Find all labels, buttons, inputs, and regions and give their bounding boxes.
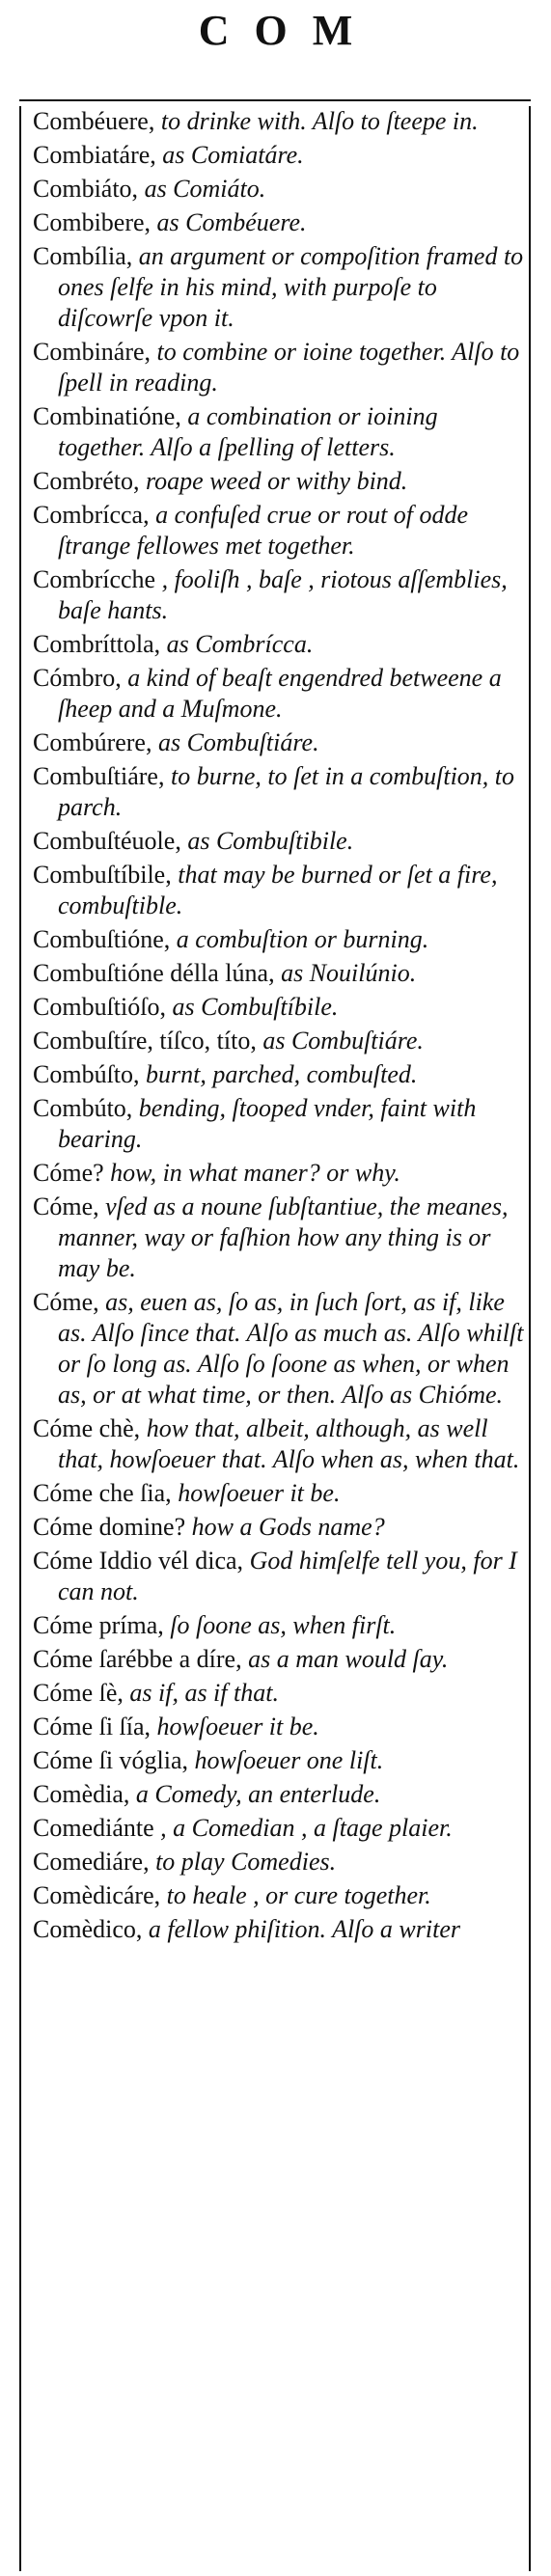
dictionary-entry (33, 1712, 525, 1742)
entry-headword: Comèdico, (33, 1915, 143, 1943)
entry-headword: Comèdia, (33, 1780, 130, 1808)
dictionary-entry (33, 826, 525, 857)
entry-headword: Combrícca, (33, 501, 150, 529)
entry-definition: a combination or ioining together. Alſo a ſpelling of letters. (58, 402, 438, 461)
entry-definition: to play Comedies. (149, 1848, 337, 1876)
entry-headword: Combuſtióne délla lúna, (33, 959, 275, 987)
dictionary-entry (33, 1914, 525, 1945)
entry-definition: an argument or compoſition framed to ones ſelfe in his mind, with purpoſe to diſcowrſe vpon it. (58, 242, 524, 332)
dictionary-entry (33, 1546, 525, 1607)
entry-headword: Comediánte (33, 1814, 154, 1842)
entry-definition: burnt, parched, combuſted. (139, 1060, 418, 1088)
entry-headword: Cóme, (33, 1192, 99, 1220)
entry-definition: vſed as a noune ſubſtantiue, the meanes, manner, way or faſhion how any thing is or may be. (58, 1192, 509, 1282)
dictionary-column (19, 106, 531, 2571)
dictionary-entry (33, 727, 525, 758)
entry-definition: as Comiáto. (138, 175, 266, 203)
entry-headword: Cómbro, (33, 664, 122, 692)
entry-headword: Combinatióne, (33, 402, 181, 430)
page-title: COM (198, 7, 378, 54)
entry-headword: Comediáre, (33, 1848, 150, 1876)
dictionary-entry (33, 629, 525, 660)
dictionary-entry (33, 241, 525, 334)
entry-definition: bending, ſtooped vnder, faint with bearing. (58, 1094, 477, 1153)
entry-headword: Cóme ſarébbe a díre, (33, 1645, 242, 1673)
entry-headword: Combibere, (33, 208, 152, 236)
dictionary-entry (33, 1059, 525, 1090)
dictionary-entry (33, 1158, 525, 1189)
entry-list (33, 106, 525, 1948)
entry-definition: a fellow phiſition. Alſo a writer (142, 1915, 460, 1943)
entry-headword: Combuſtéuole, (33, 827, 181, 855)
dictionary-entry (33, 106, 525, 137)
entry-definition: as Comiatáre. (155, 141, 304, 169)
entry-definition: a combuſtion or burning. (170, 925, 429, 953)
entry-definition: as if, as if that. (123, 1679, 279, 1707)
entry-headword: Combuſtiáre, (33, 762, 165, 790)
dictionary-entry (33, 1745, 525, 1776)
entry-headword: Combília, (33, 242, 133, 270)
entry-headword: Cóme domine? (33, 1513, 186, 1541)
dictionary-entry (33, 1880, 525, 1911)
entry-headword: Cóme ſi ſía, (33, 1713, 152, 1740)
entry-headword: Combrícche (33, 565, 156, 593)
entry-definition: as Combuſtiáre. (152, 728, 319, 756)
entry-definition: , a Comedian , a ſtage plaier. (153, 1814, 453, 1842)
dictionary-entry (33, 207, 525, 238)
dictionary-entry (33, 1413, 525, 1475)
entry-definition: to burne, to ſet in a combuſtion, to parch. (58, 762, 515, 821)
entry-definition: ſo ſoone as, when firſt. (163, 1611, 397, 1639)
entry-definition: how a Gods name? (185, 1513, 385, 1541)
entry-headword: Combiáto, (33, 175, 139, 203)
dictionary-entry (33, 500, 525, 562)
entry-headword: Combúrere, (33, 728, 152, 756)
dictionary-entry (33, 1813, 525, 1844)
dictionary-entry (33, 1610, 525, 1641)
dictionary-entry (33, 1478, 525, 1509)
dictionary-entry (33, 174, 525, 205)
page-header (0, 0, 551, 60)
entry-headword: Combéuere, (33, 107, 155, 135)
entry-headword: Comèdicáre, (33, 1881, 161, 1909)
entry-headword: Combuſtióne, (33, 925, 171, 953)
entry-headword: Cóme? (33, 1159, 104, 1187)
dictionary-entry (33, 992, 525, 1023)
entry-definition: as Combuſtíbile. (165, 993, 339, 1021)
dictionary-entry (33, 1026, 525, 1056)
dictionary-entry (33, 663, 525, 725)
entry-headword: Cóme che ſia, (33, 1479, 172, 1507)
entry-headword: Combináre, (33, 338, 152, 366)
entry-definition: howſoeuer one liſt. (188, 1746, 384, 1774)
dictionary-entry (33, 761, 525, 823)
top-rule (19, 99, 531, 101)
dictionary-entry (33, 860, 525, 921)
entry-definition: as Nouilúnio. (274, 959, 417, 987)
entry-definition: as, euen as, ſo as, in ſuch ſort, as if, like as. Alſo ſince that. Alſo as much as. Alſo whilſt or ſo long as. Alſo ſo ſoone as when, or when as, or at what time, or then. Alſo as Chióme. (58, 1288, 524, 1409)
entry-definition: a Comedy, an enterlude. (129, 1780, 381, 1808)
entry-definition: a kind of beaſt engendred betweene a ſheep and a Muſmone. (58, 664, 502, 723)
dictionary-entry (33, 1512, 525, 1543)
dictionary-entry (33, 924, 525, 955)
entry-definition: to heale , or cure together. (160, 1881, 431, 1909)
entry-headword: Cóme chè, (33, 1414, 141, 1442)
entry-definition: a confuſed crue or rout of odde ſtrange fellowes met together. (58, 501, 469, 560)
entry-headword: Combuſtíbile, (33, 861, 172, 889)
entry-definition: roape weed or withy bind. (139, 467, 408, 495)
entry-headword: Combríttola, (33, 630, 161, 658)
entry-headword: Combuſtíre, tíſco, títo, (33, 1027, 257, 1055)
dictionary-entry (33, 958, 525, 989)
dictionary-entry (33, 140, 525, 171)
entry-definition: howſoeuer it be. (151, 1713, 319, 1740)
dictionary-entry (33, 1779, 525, 1810)
dictionary-entry (33, 1192, 525, 1284)
dictionary-entry (33, 401, 525, 463)
entry-headword: Cóme Iddio vél dica, (33, 1547, 244, 1575)
entry-headword: Combuſtióſo, (33, 993, 166, 1021)
dictionary-entry (33, 564, 525, 626)
dictionary-entry (33, 466, 525, 497)
dictionary-entry (33, 1093, 525, 1155)
entry-headword: Combiatáre, (33, 141, 156, 169)
entry-definition: how that, albeit, although, as well that, howſoeuer that. Alſo when as, when that. (58, 1414, 520, 1473)
dictionary-entry (33, 1644, 525, 1675)
entry-definition: as a man would ſay. (241, 1645, 449, 1673)
dictionary-entry (33, 1847, 525, 1877)
entry-definition: as Combéuere. (151, 208, 307, 236)
entry-headword: Cóme príma, (33, 1611, 164, 1639)
entry-headword: Cóme ſi vóglia, (33, 1746, 189, 1774)
dictionary-entry (33, 337, 525, 398)
entry-headword: Cóme, (33, 1288, 99, 1316)
entry-definition: to drinke with. Alſo to ſteepe in. (154, 107, 479, 135)
entry-definition: howſoeuer it be. (171, 1479, 341, 1507)
entry-definition: as Combrícca. (160, 630, 314, 658)
entry-headword: Combúto, (33, 1094, 133, 1122)
dictionary-entry (33, 1678, 525, 1709)
entry-headword: Combréto, (33, 467, 140, 495)
entry-definition: , fooliſh , baſe , riotous aſſemblies, baſe hants. (58, 565, 508, 624)
entry-definition: how, in what maner? or why. (103, 1159, 400, 1187)
entry-definition: as Combuſtibile. (180, 827, 354, 855)
entry-definition: as Combuſtiáre. (256, 1027, 424, 1055)
entry-headword: Cóme ſè, (33, 1679, 124, 1707)
entry-headword: Combúſto, (33, 1060, 140, 1088)
entry-definition: to combine or ioine together. Alſo to ſpell in reading. (58, 338, 520, 397)
entry-definition: God himſelfe tell you, for I can not. (58, 1547, 517, 1605)
entry-definition: that may be burned or ſet a fire, combuſtible. (58, 861, 498, 919)
dictionary-entry (33, 1287, 525, 1411)
